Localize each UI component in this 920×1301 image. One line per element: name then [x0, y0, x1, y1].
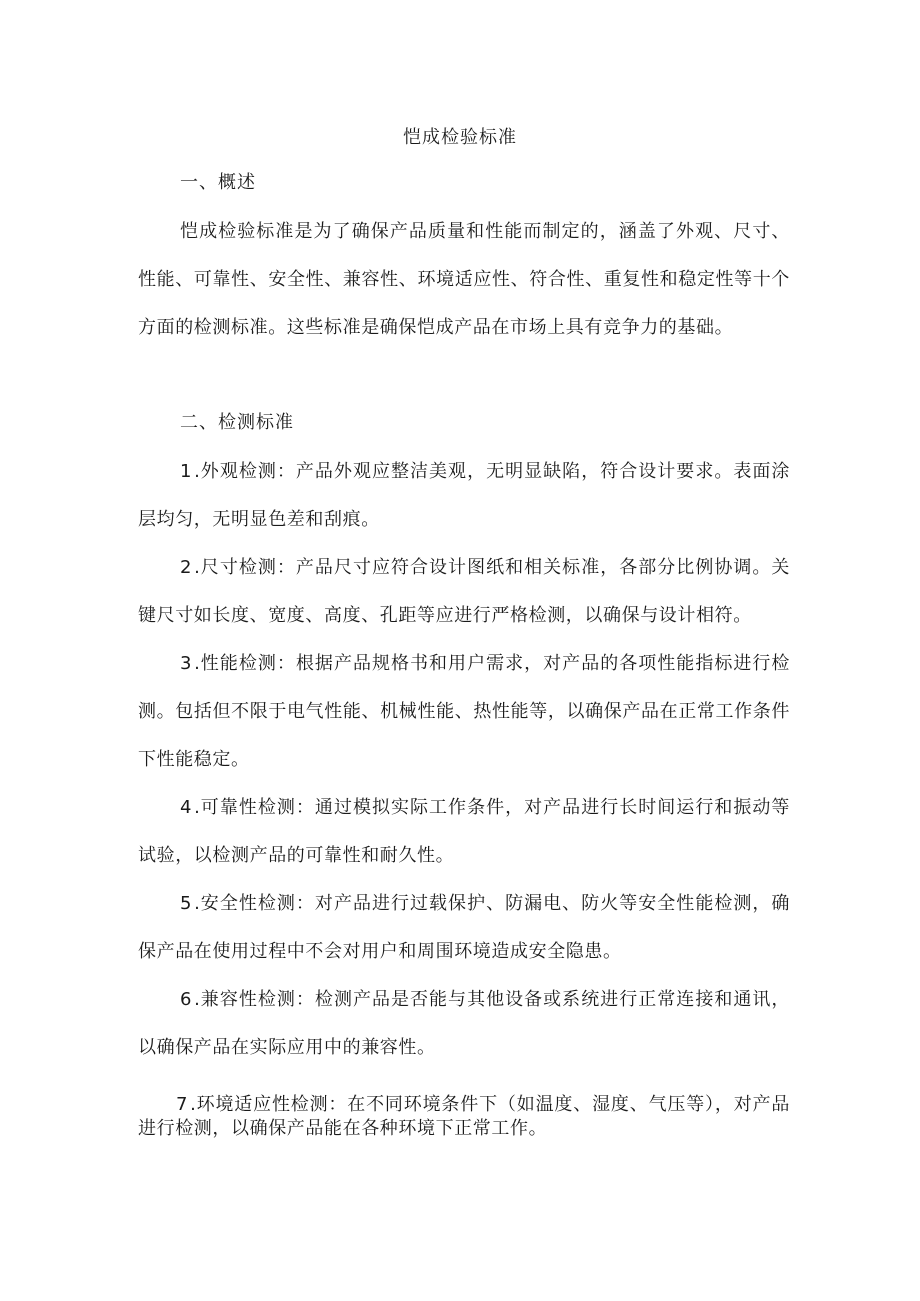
standard-item-text: .兼容性检测：检测产品是否能与其他设备或系统进行正常连接和通讯，以确保产品在实际应用中的兼容性。: [138, 989, 790, 1058]
standard-item-text: .安全性检测：对产品进行过载保护、防漏电、防火等安全性能检测，确保产品在使用过程中不会对用户和周围环境造成安全隐患。: [138, 893, 790, 962]
standard-item-text: .可靠性检测：通过模拟实际工作条件，对产品进行长时间运行和振动等试验，以检测产品的可靠性和耐久性。: [138, 797, 790, 866]
standard-item-number: 7: [176, 1094, 189, 1115]
document-title: 恺成检验标准: [403, 127, 517, 148]
standard-item: [138, 976, 790, 1072]
standard-item: [138, 544, 790, 640]
standard-item-number: 4: [180, 797, 193, 818]
standard-item-text: .性能检测：根据产品规格书和用户需求，对产品的各项性能指标进行检测。包括但不限于电气性能、机械性能、热性能等，以确保产品在正常工作条件下性能稳定。: [138, 653, 790, 770]
standard-item-number: 3: [180, 653, 193, 674]
standard-item-text: .环境适应性检测：在不同环境条件下（如温度、湿度、气压等），对产品进行检测，以确保产品能在各种环境下正常工作。: [138, 1094, 790, 1139]
overview-paragraph: 恺成检验标准是为了确保产品质量和性能而制定的，涵盖了外观、尺寸、性能、可靠性、安全性、兼容性、环境适应性、符合性、重复性和稳定性等十个方面的检测标准。这些标准是确保恺成产品在市场上具有竞争力的基础。: [138, 221, 790, 338]
standard-item: [138, 640, 790, 784]
standard-item: [138, 880, 790, 976]
standard-item-number: 5: [180, 893, 193, 914]
standard-item: [138, 1093, 790, 1141]
standard-item-text: .外观检测：产品外观应整洁美观，无明显缺陷，符合设计要求。表面涂层均匀，无明显色差和刮痕。: [138, 461, 790, 530]
standard-item: [138, 784, 790, 880]
standard-item: [138, 448, 790, 544]
section-heading-standards: 二、检测标准: [180, 412, 294, 433]
standard-item-number: 1: [180, 461, 193, 482]
section-heading-overview: 一、概述: [180, 172, 256, 193]
standard-item-number: 6: [180, 989, 193, 1010]
standard-item-text: .尺寸检测：产品尺寸应符合设计图纸和相关标准，各部分比例协调。关键尺寸如长度、宽度、高度、孔距等应进行严格检测，以确保与设计相符。: [138, 557, 790, 626]
standard-item-number: 2: [180, 557, 193, 578]
